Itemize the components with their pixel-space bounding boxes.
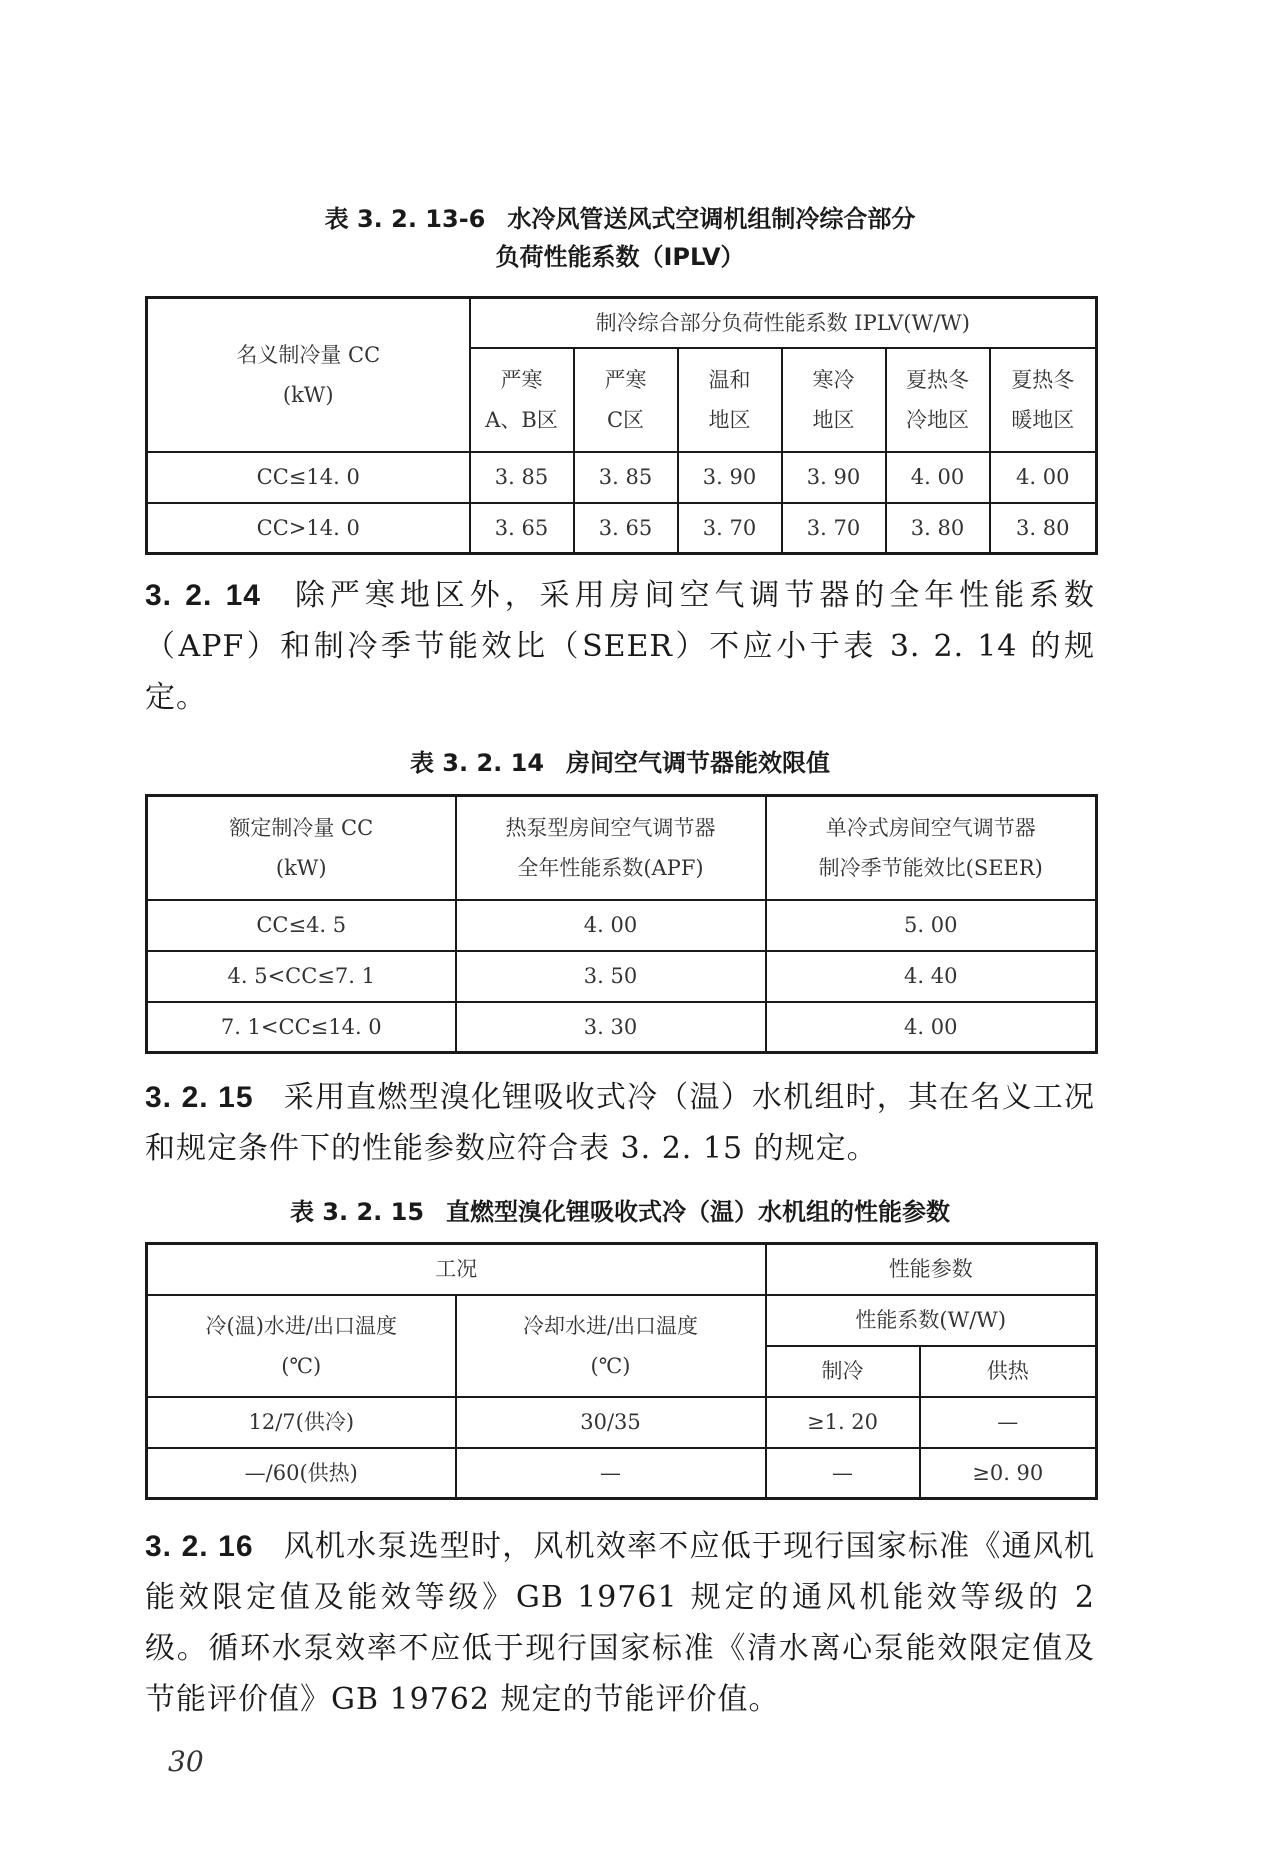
- table2-caption-number: 表 3. 2. 14: [409, 749, 545, 777]
- table-cell: 3. 80: [886, 503, 990, 554]
- table1-caption-line1: 水冷风管送风式空调机组制冷综合部分: [507, 205, 916, 233]
- clause-number: 3. 2. 15: [145, 1081, 254, 1114]
- table3-header-heating: 供热: [920, 1346, 1097, 1397]
- table-cell: 30/35: [456, 1397, 766, 1448]
- table1-zone-severe-c: 严寒 C区: [574, 348, 678, 452]
- table1-zone-hot-summer-warm-winter: 夏热冬 暖地区: [990, 348, 1097, 452]
- table-cell: 3. 30: [456, 1002, 766, 1053]
- table3-header-chilled-water: 冷(温)水进/出口温度 (℃): [147, 1295, 456, 1397]
- table-cell: ≥1. 20: [766, 1397, 920, 1448]
- table-cell: 3. 65: [470, 503, 574, 554]
- clause-3-2-16: [145, 1521, 1095, 1725]
- table2-header-apf: 热泵型房间空气调节器 全年性能系数(APF): [456, 796, 766, 900]
- table-cell: 3. 85: [574, 452, 678, 503]
- table1-header-capacity: 名义制冷量 CC (kW): [147, 298, 470, 452]
- table-cell: —: [766, 1448, 920, 1499]
- table-cell: 5. 00: [766, 900, 1097, 951]
- table2-caption: [145, 744, 1095, 782]
- clause-text: 采用直燃型溴化锂吸收式冷（温）水机组时，其在名义工况和规定条件下的性能参数应符合表 3. 2. 15 的规定。: [145, 1080, 1096, 1166]
- table3-caption-title: 直燃型溴化锂吸收式冷（温）水机组的性能参数: [446, 1198, 951, 1226]
- table1-caption: [145, 200, 1095, 276]
- table3-header-cooling: 制冷: [766, 1346, 920, 1397]
- table1-zone-hot-summer-cold-winter: 夏热冬 冷地区: [886, 348, 990, 452]
- clause-text: 除严寒地区外，采用房间空气调节器的全年性能系数（APF）和制冷季节能效比（SEER）不应小于表 3. 2. 14 的规定。: [145, 578, 1096, 715]
- table-cell: 3. 65: [574, 503, 678, 554]
- table3-caption: [145, 1193, 1095, 1231]
- table-cell: 7. 1<CC≤14. 0: [147, 1002, 456, 1053]
- table-cell: 3. 90: [782, 452, 886, 503]
- table-cell: 4. 5<CC≤7. 1: [147, 951, 456, 1002]
- table-cell: 4. 00: [990, 452, 1097, 503]
- table-cell: 3. 50: [456, 951, 766, 1002]
- table1-row-label: CC≤14. 0: [147, 452, 470, 503]
- table-row: [147, 951, 1097, 1002]
- clause-3-2-15: [145, 1072, 1095, 1174]
- table3-header-coefficient: 性能系数(W/W): [766, 1295, 1097, 1346]
- page-number: 30: [168, 1745, 204, 1778]
- table-cell: 3. 90: [678, 452, 782, 503]
- table-row: [147, 503, 1097, 554]
- table3-absorption-chiller: [145, 1242, 1098, 1500]
- table3-caption-number: 表 3. 2. 15: [289, 1198, 425, 1226]
- table-cell: 4. 00: [766, 1002, 1097, 1053]
- clause-text: 风机水泵选型时，风机效率不应低于现行国家标准《通风机能效限定值及能效等级》GB 19761 规定的通风机能效等级的 2 级。循环水泵效率不应低于现行国家标准《清水离心泵能效限定值及节能评价值》GB 19762 规定的节能评价值。: [145, 1529, 1096, 1717]
- table-row: [147, 1397, 1097, 1448]
- table1-zone-cold: 寒冷 地区: [782, 348, 886, 452]
- table-cell: 3. 80: [990, 503, 1097, 554]
- table2-caption-title: 房间空气调节器能效限值: [566, 749, 831, 777]
- table-cell: 3. 70: [782, 503, 886, 554]
- table-cell: 3. 70: [678, 503, 782, 554]
- table-cell: 4. 00: [456, 900, 766, 951]
- table3-header-condition: 工况: [147, 1244, 766, 1295]
- table-cell: —: [920, 1397, 1097, 1448]
- clause-3-2-14: [145, 570, 1095, 723]
- table-row: [147, 1448, 1097, 1499]
- table1-caption-line2: 负荷性能系数（IPLV）: [495, 243, 745, 271]
- table1-caption-number: 表 3. 2. 13-6: [324, 205, 486, 233]
- table1-zone-severe-ab: 严寒 A、B区: [470, 348, 574, 452]
- table1-zone-mild: 温和 地区: [678, 348, 782, 452]
- table-row: [147, 1002, 1097, 1053]
- table-cell: 4. 00: [886, 452, 990, 503]
- table1-row-label: CC>14. 0: [147, 503, 470, 554]
- table2-header-capacity: 额定制冷量 CC (kW): [147, 796, 456, 900]
- table-cell: —: [456, 1448, 766, 1499]
- clause-number: 3. 2. 14: [145, 579, 261, 612]
- table-cell: 4. 40: [766, 951, 1097, 1002]
- table1-header-iplv: 制冷综合部分负荷性能系数 IPLV(W/W): [470, 298, 1097, 348]
- table-cell: ≥0. 90: [920, 1448, 1097, 1499]
- table-cell: 12/7(供冷): [147, 1397, 456, 1448]
- table-cell: —/60(供热): [147, 1448, 456, 1499]
- table-row: [147, 900, 1097, 951]
- table3-header-performance: 性能参数: [766, 1244, 1097, 1295]
- table-cell: 3. 85: [470, 452, 574, 503]
- table-cell: CC≤4. 5: [147, 900, 456, 951]
- table1-iplv: [145, 296, 1098, 555]
- table2-room-ac-efficiency: [145, 794, 1098, 1054]
- table2-header-seer: 单冷式房间空气调节器 制冷季节能效比(SEER): [766, 796, 1097, 900]
- table3-header-cooling-water: 冷却水进/出口温度 (℃): [456, 1295, 766, 1397]
- clause-number: 3. 2. 16: [145, 1530, 254, 1563]
- table-row: [147, 452, 1097, 503]
